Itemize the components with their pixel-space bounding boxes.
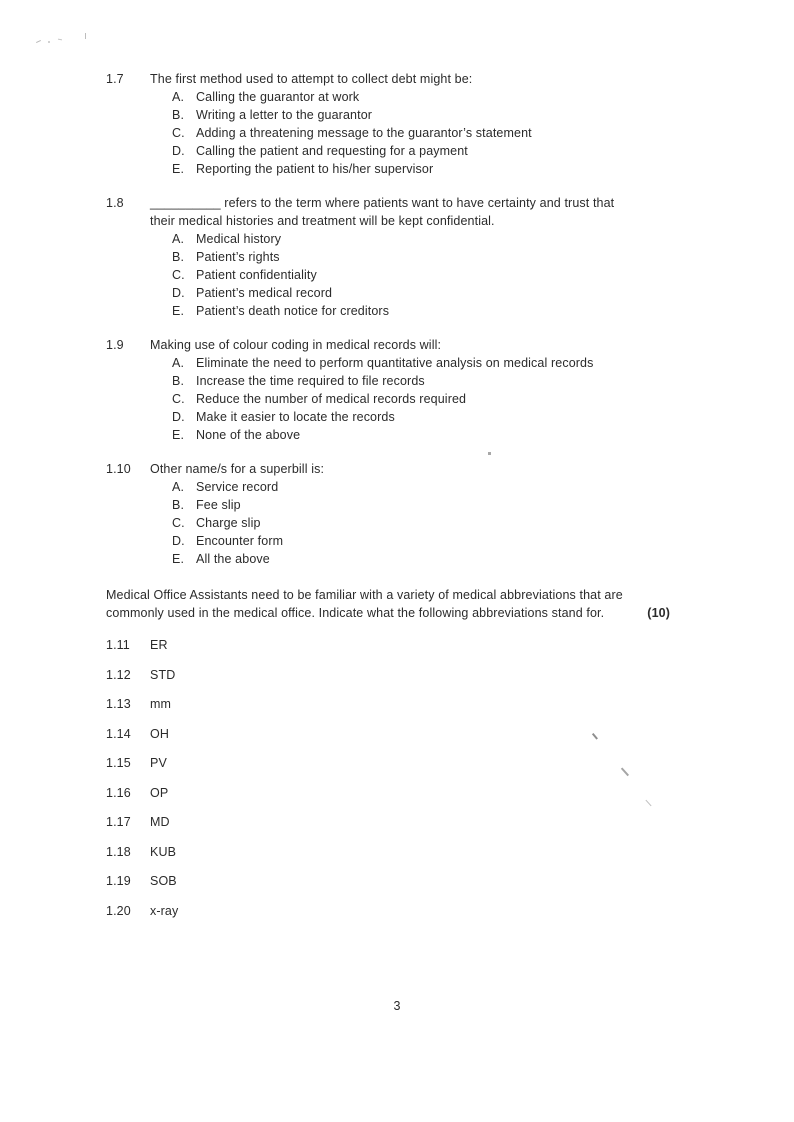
option-letter: C. xyxy=(172,516,185,530)
page-number: 3 xyxy=(393,999,401,1013)
option-text: Service record xyxy=(196,480,279,494)
option-b xyxy=(172,372,688,390)
abbreviation-number: 1.14 xyxy=(106,726,131,741)
abbreviation-row xyxy=(106,725,688,743)
option-text: Increase the time required to file records xyxy=(196,374,425,388)
abbreviation-row xyxy=(106,695,688,713)
option-letter: E. xyxy=(172,162,185,176)
option-a xyxy=(172,88,688,106)
option-c xyxy=(172,390,688,408)
option-text: Reporting the patient to his/her supervisor xyxy=(196,162,434,176)
option-letter: A. xyxy=(172,90,185,104)
option-text: Charge slip xyxy=(196,516,261,530)
abbreviation-term: PV xyxy=(150,756,167,770)
question-1-7 xyxy=(106,70,688,178)
option-list xyxy=(150,88,688,178)
option-text: Writing a letter to the guarantor xyxy=(196,108,373,122)
question-text: their medical histories and treatment will be kept confidential. xyxy=(150,214,495,228)
option-text: Calling the guarantor at work xyxy=(196,90,360,104)
abbreviation-number: 1.19 xyxy=(106,874,131,888)
option-text: Calling the patient and requesting for a payment xyxy=(196,144,468,158)
option-letter: C. xyxy=(172,126,185,140)
option-letter: E. xyxy=(172,428,185,442)
option-d xyxy=(172,408,688,426)
abbreviation-row xyxy=(106,843,688,861)
option-c xyxy=(172,266,688,284)
option-letter: E. xyxy=(172,304,185,318)
instruction-paragraph xyxy=(106,586,688,622)
abbreviation-number: 1.11 xyxy=(106,638,130,652)
option-letter: D. xyxy=(172,410,185,424)
abbreviation-term: mm xyxy=(150,697,172,711)
abbreviation-row xyxy=(106,666,688,684)
scan-artifact xyxy=(48,41,50,43)
option-list xyxy=(150,230,688,320)
abbreviation-number: 1.20 xyxy=(106,903,131,918)
option-d xyxy=(172,142,688,160)
abbreviation-row xyxy=(106,872,688,890)
option-c xyxy=(172,514,688,532)
question-1-8 xyxy=(106,194,688,320)
option-e xyxy=(172,550,688,568)
option-text: Make it easier to locate the records xyxy=(196,410,395,424)
option-text: Eliminate the need to perform quantitative analysis on medical records xyxy=(196,356,594,370)
question-text: Other name/s for a superbill is: xyxy=(150,462,325,476)
option-letter: A. xyxy=(172,480,185,494)
option-text: Adding a threatening message to the guarantor’s statement xyxy=(196,126,532,140)
abbreviation-row xyxy=(106,813,688,831)
option-text: Reduce the number of medical records required xyxy=(196,392,467,406)
abbreviation-term: x-ray xyxy=(150,903,179,918)
abbreviation-term: OP xyxy=(150,785,169,800)
question-text: __________ refers to the term where patients want to have certainty and trust that xyxy=(150,196,615,210)
option-letter: B. xyxy=(172,108,185,122)
option-text: Fee slip xyxy=(196,498,241,512)
option-letter: B. xyxy=(172,498,185,512)
option-letter: D. xyxy=(172,534,185,548)
option-a xyxy=(172,230,688,248)
abbreviation-number: 1.13 xyxy=(106,697,131,711)
option-text: Patient’s death notice for creditors xyxy=(196,304,390,318)
abbreviation-row xyxy=(106,902,688,920)
question-number: 1.10 xyxy=(106,462,131,476)
option-d xyxy=(172,284,688,302)
option-letter: D. xyxy=(172,286,185,300)
abbreviation-term: SOB xyxy=(150,874,177,888)
option-c xyxy=(172,124,688,142)
option-d xyxy=(172,532,688,550)
instruction-line-1: Medical Office Assistants need to be familiar with a variety of medical abbreviations that are xyxy=(106,588,623,602)
option-b xyxy=(172,496,688,514)
option-a xyxy=(172,478,688,496)
abbreviation-term: KUB xyxy=(150,844,177,859)
abbreviation-number: 1.15 xyxy=(106,756,131,770)
abbreviation-term: MD xyxy=(150,815,170,829)
question-body xyxy=(150,460,688,568)
abbreviation-number: 1.17 xyxy=(106,815,131,829)
question-number: 1.8 xyxy=(106,196,124,210)
marks-badge: (10) xyxy=(647,606,670,620)
abbreviation-term: STD xyxy=(150,667,176,682)
option-letter: D. xyxy=(172,144,185,158)
option-e xyxy=(172,302,688,320)
question-number: 1.9 xyxy=(106,338,124,352)
option-b xyxy=(172,248,688,266)
page-content xyxy=(106,70,688,931)
option-letter: B. xyxy=(172,250,185,264)
abbreviation-term: ER xyxy=(150,638,168,652)
option-b xyxy=(172,106,688,124)
option-text: Encounter form xyxy=(196,534,284,548)
abbreviation-number: 1.18 xyxy=(106,844,131,859)
option-text: Medical history xyxy=(196,232,282,246)
option-letter: E. xyxy=(172,552,185,566)
option-a xyxy=(172,354,688,372)
question-text: Making use of colour coding in medical records will: xyxy=(150,338,442,352)
scan-artifact xyxy=(85,33,86,39)
option-list xyxy=(150,354,688,444)
question-1-10 xyxy=(106,460,688,568)
option-text: Patient’s medical record xyxy=(196,286,333,300)
abbreviation-row xyxy=(106,636,688,654)
scan-artifact xyxy=(58,39,62,41)
option-e xyxy=(172,160,688,178)
abbreviation-row xyxy=(106,754,688,772)
option-letter: A. xyxy=(172,232,185,246)
option-letter: B. xyxy=(172,374,185,388)
scan-artifact xyxy=(36,40,41,43)
question-body xyxy=(150,194,688,320)
abbreviation-row xyxy=(106,784,688,802)
question-text: The first method used to attempt to collect debt might be: xyxy=(150,72,473,86)
option-text: Patient’s rights xyxy=(196,250,280,264)
question-1-9 xyxy=(106,336,688,444)
option-letter: C. xyxy=(172,392,185,406)
question-body xyxy=(150,336,688,444)
option-text: None of the above xyxy=(196,428,301,442)
option-list xyxy=(150,478,688,568)
option-letter: A. xyxy=(172,356,185,370)
option-e xyxy=(172,426,688,444)
option-text: Patient confidentiality xyxy=(196,268,317,282)
question-body xyxy=(150,70,688,178)
abbreviation-term: OH xyxy=(150,726,169,741)
instruction-line-2: commonly used in the medical office. Indicate what the following abbreviations stand for. xyxy=(106,606,605,620)
option-letter: C. xyxy=(172,268,185,282)
abbreviation-number: 1.16 xyxy=(106,785,131,800)
abbreviation-number: 1.12 xyxy=(106,667,131,682)
question-number: 1.7 xyxy=(106,72,124,86)
option-text: All the above xyxy=(196,552,270,566)
